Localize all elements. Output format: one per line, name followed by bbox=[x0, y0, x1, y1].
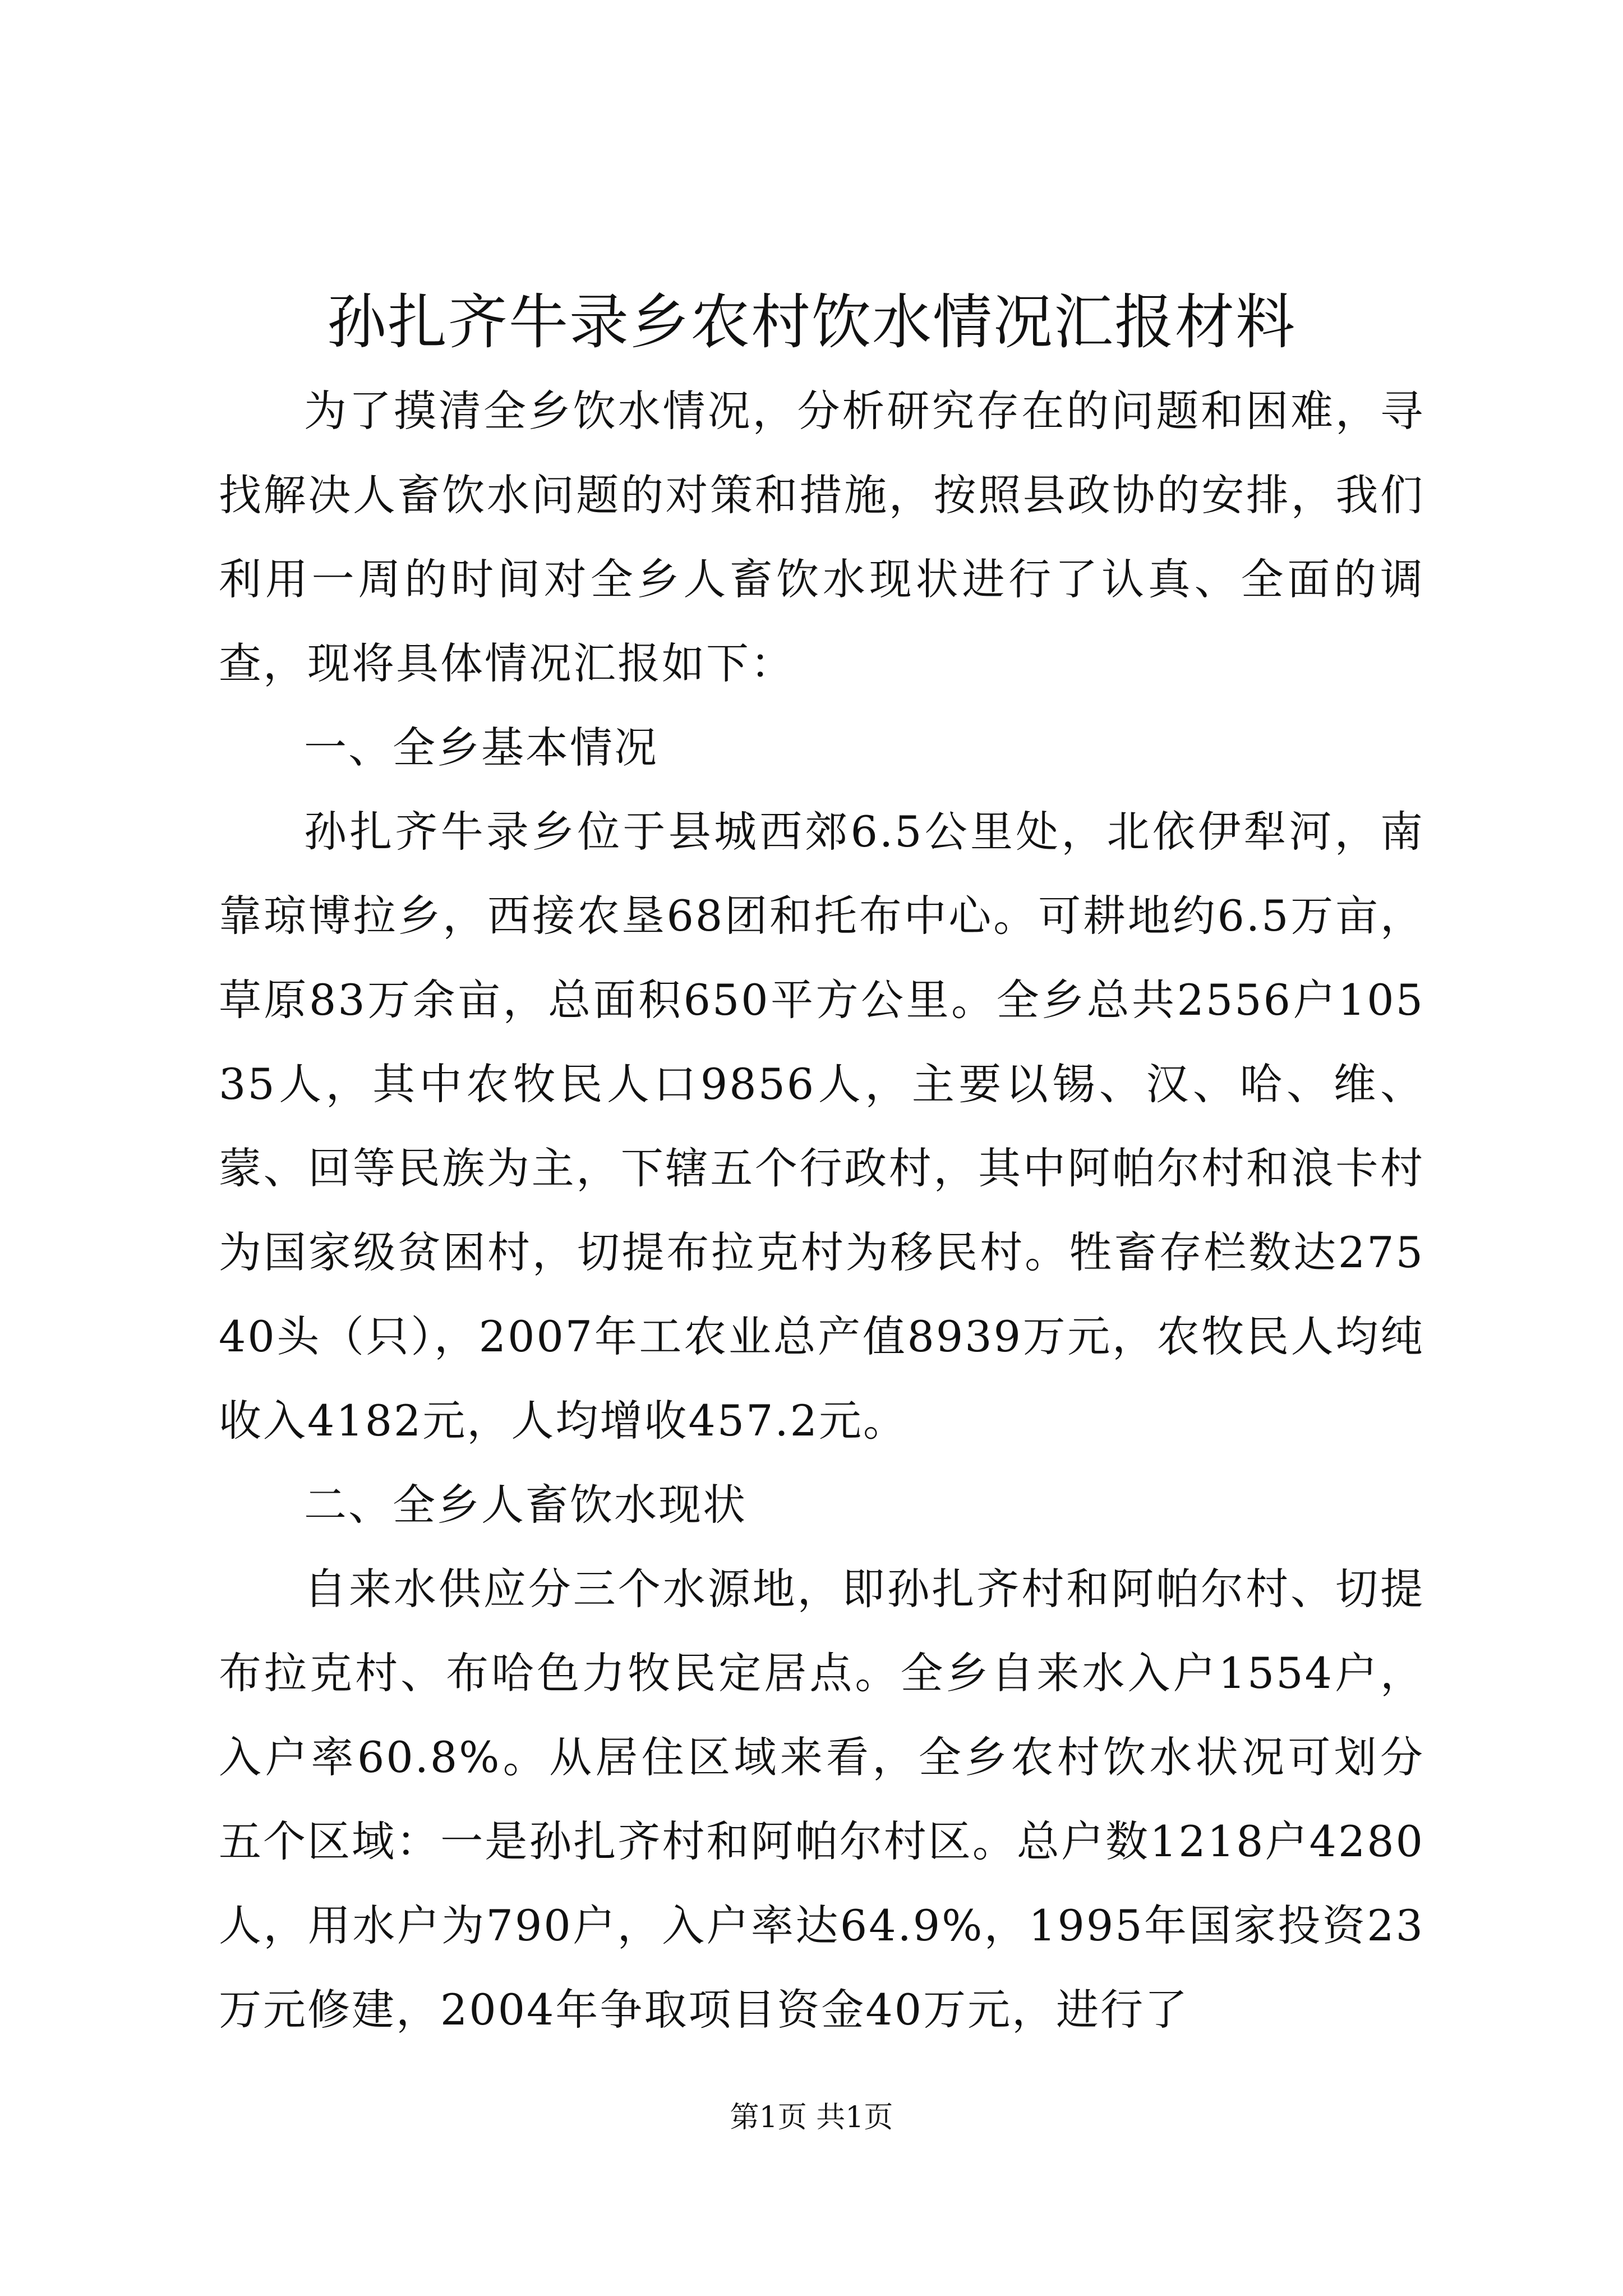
paragraph-water-status: 自来水供应分三个水源地，即孙扎齐村和阿帕尔村、切提布拉克村、布哈色力牧民定居点。全乡自来水入户1554户，入户率60.8%。从居住区域来看，全乡农村饮水状况可划分五个区域：一是孙扎齐村和阿帕尔村区。总户数1218户4280人，用水户为790户，入户率达64.9%，1995年国家投资23万元修建，2004年争取项目资金40万元，进行了 bbox=[219, 1564, 1424, 2035]
section-heading-basic-info: 一、全乡基本情况 bbox=[304, 723, 658, 772]
paragraph-intro: 为了摸清全乡饮水情况，分析研究存在的问题和困难，寻找解决人畜饮水问题的对策和措施，按照县政协的安排，我们利用一周的时间对全乡人畜饮水现状进行了认真、全面的调查，现将具体情况汇报如下： bbox=[219, 386, 1424, 688]
paragraph-basic-info: 孙扎齐牛录乡位于县城西郊6.5公里处，北依伊犁河，南靠琼博拉乡，西接农垦68团和托布中心。可耕地约6.5万亩，草原83万余亩，总面积650平方公里。全乡总共2556户10535人，其中农牧民人口9856人，主要以锡、汉、哈、维、蒙、回等民族为主，下辖五个行政村，其中阿帕尔村和浪卡村为国家级贫困村，切提布拉克村为移民村。牲畜存栏数达27540头（只），2007年工农业总产值8939万元，农牧民人均纯收入4182元，人均增收457.2元。 bbox=[219, 807, 1424, 1446]
document-body bbox=[219, 369, 1424, 2052]
section-heading-water-status: 二、全乡人畜饮水现状 bbox=[304, 1480, 747, 1530]
document-title: 孙扎齐牛录乡农村饮水情况汇报材料 bbox=[327, 288, 1296, 357]
page-footer: 第1页 共1页 bbox=[730, 2101, 893, 2134]
